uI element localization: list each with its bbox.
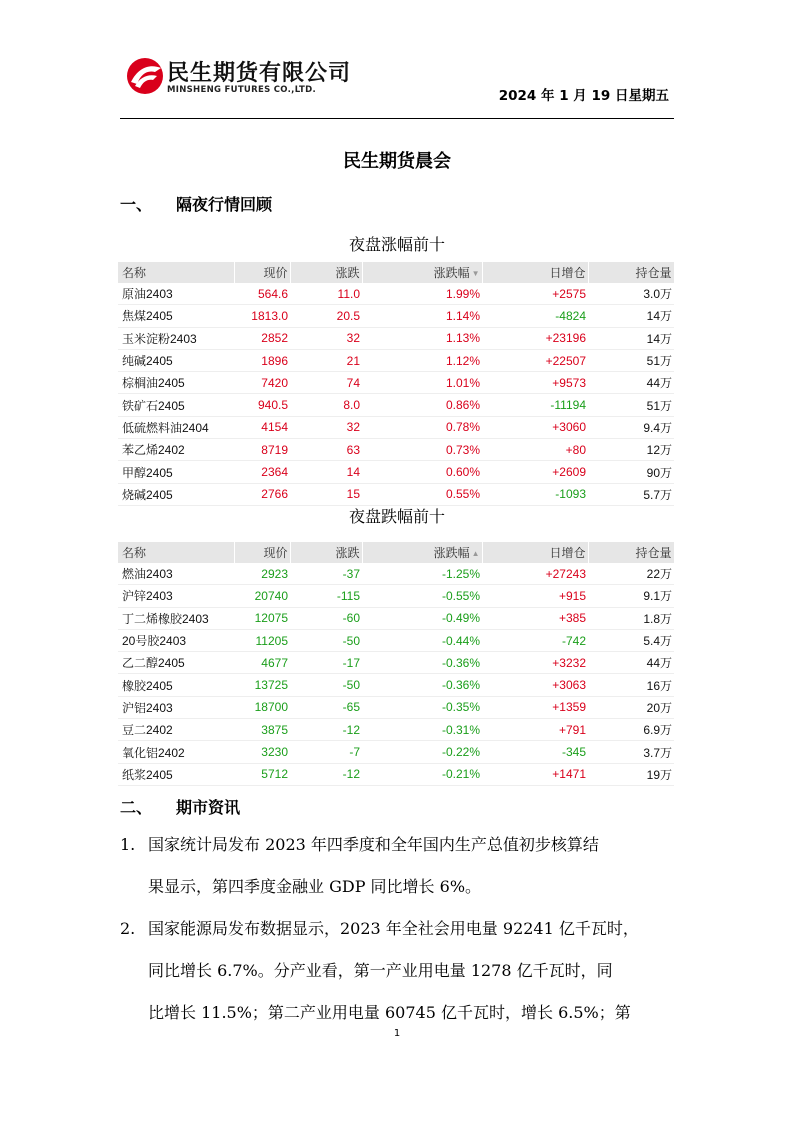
company-name-cn: 民生期货有限公司 — [167, 61, 352, 86]
table-cell: 0.86% — [362, 394, 482, 416]
table-cell: 1.13% — [362, 327, 482, 349]
page-number: 1 — [393, 1028, 401, 1039]
table-cell: +385 — [482, 607, 588, 629]
table-cell: 5712 — [234, 763, 290, 785]
column-header-label: 日增仓 — [549, 266, 586, 280]
column-header[interactable] — [482, 542, 588, 563]
table-cell: 沪锌2403 — [118, 585, 234, 607]
table-row[interactable] — [118, 585, 674, 607]
table-row[interactable] — [118, 439, 674, 461]
table-cell: 21 — [290, 349, 362, 371]
table-cell: 20740 — [234, 585, 290, 607]
company-logo — [125, 56, 365, 102]
table-row[interactable] — [118, 483, 674, 505]
table-row[interactable] — [118, 719, 674, 741]
table-row[interactable] — [118, 763, 674, 785]
table-cell: -0.36% — [362, 674, 482, 696]
table-cell: +1359 — [482, 696, 588, 718]
table-row[interactable] — [118, 563, 674, 585]
table-row[interactable] — [118, 416, 674, 438]
table-cell: 原油2403 — [118, 283, 234, 305]
table-cell: -7 — [290, 741, 362, 763]
table-cell: 7420 — [234, 372, 290, 394]
column-header[interactable] — [234, 262, 290, 283]
table-cell: 44万 — [588, 372, 674, 394]
gainers-table — [118, 262, 675, 506]
section-title: 隔夜行情回顾 — [176, 195, 273, 214]
table-title-gainers: 夜盘涨幅前十 — [348, 235, 445, 254]
table-cell: +9573 — [482, 372, 588, 394]
column-header-label: 名称 — [122, 546, 147, 560]
news-line: 国家能源局发布数据显示，2023 年全社会用电量 92241 亿千瓦时， — [148, 919, 639, 938]
table-cell: +23196 — [482, 327, 588, 349]
table-cell: 5.7万 — [588, 483, 674, 505]
table-cell: 甲醇2405 — [118, 461, 234, 483]
table-cell: 玉米淀粉2403 — [118, 327, 234, 349]
table-cell: 3.7万 — [588, 741, 674, 763]
table-cell: -17 — [290, 652, 362, 674]
column-header[interactable] — [234, 542, 290, 563]
table-cell: -0.35% — [362, 696, 482, 718]
table-cell: +791 — [482, 719, 588, 741]
table-cell: 1.01% — [362, 372, 482, 394]
news-item-1 — [120, 824, 674, 908]
column-header[interactable] — [118, 542, 234, 563]
table-cell: -11194 — [482, 394, 588, 416]
table-cell: 3230 — [234, 741, 290, 763]
table-cell: 9.4万 — [588, 416, 674, 438]
table-cell: 22万 — [588, 563, 674, 585]
table-cell: 940.5 — [234, 394, 290, 416]
table-cell: 1.12% — [362, 349, 482, 371]
table-cell: 14 — [290, 461, 362, 483]
table-cell: 纸浆2405 — [118, 763, 234, 785]
table-cell: -50 — [290, 674, 362, 696]
section-title: 期市资讯 — [176, 798, 241, 817]
table-cell: 2923 — [234, 563, 290, 585]
news-line: 同比增长 6.7%。分产业看，第一产业用电量 1278 亿千瓦时，同 — [148, 961, 613, 980]
table-cell: 8719 — [234, 439, 290, 461]
table-cell: +3063 — [482, 674, 588, 696]
table-cell: 铁矿石2405 — [118, 394, 234, 416]
column-header[interactable] — [290, 542, 362, 563]
table-cell: -37 — [290, 563, 362, 585]
table-cell: -12 — [290, 763, 362, 785]
sort-descending-icon[interactable]: ▼ — [471, 269, 480, 279]
table-row[interactable] — [118, 327, 674, 349]
section-heading-overnight — [120, 192, 272, 215]
table-row[interactable] — [118, 741, 674, 763]
table-row[interactable] — [118, 305, 674, 327]
column-header-label: 日增仓 — [549, 546, 586, 560]
header-divider — [120, 118, 674, 119]
table-cell: -0.36% — [362, 652, 482, 674]
table-cell: 烧碱2405 — [118, 483, 234, 505]
table-cell: 13725 — [234, 674, 290, 696]
column-header[interactable] — [362, 542, 482, 563]
table-cell: 豆二2402 — [118, 719, 234, 741]
section-number: 二、 — [120, 798, 153, 817]
column-header-label: 涨跌幅 — [433, 266, 470, 280]
table-row[interactable] — [118, 629, 674, 651]
table-cell: +22507 — [482, 349, 588, 371]
table-cell: 20万 — [588, 696, 674, 718]
table-cell: 2766 — [234, 483, 290, 505]
table-cell: 0.55% — [362, 483, 482, 505]
table-cell: -0.49% — [362, 607, 482, 629]
news-number: 1. — [120, 835, 136, 854]
table-cell: 3.0万 — [588, 283, 674, 305]
table-cell: 12075 — [234, 607, 290, 629]
table-cell: 16万 — [588, 674, 674, 696]
table-cell: 5.4万 — [588, 629, 674, 651]
table-cell: -742 — [482, 629, 588, 651]
column-header[interactable] — [588, 542, 674, 563]
table-cell: -50 — [290, 629, 362, 651]
table-cell: 51万 — [588, 349, 674, 371]
table-cell: 20.5 — [290, 305, 362, 327]
table-cell: 苯乙烯2402 — [118, 439, 234, 461]
table-row[interactable] — [118, 461, 674, 483]
column-header[interactable] — [362, 262, 482, 283]
table-cell: 8.0 — [290, 394, 362, 416]
table-cell: 90万 — [588, 461, 674, 483]
table-cell: 1.99% — [362, 283, 482, 305]
table-row[interactable] — [118, 696, 674, 718]
table-cell: 氧化铝2402 — [118, 741, 234, 763]
table-cell: 橡胶2405 — [118, 674, 234, 696]
table-cell: 32 — [290, 327, 362, 349]
column-header-label: 现价 — [263, 266, 288, 280]
table-cell: 44万 — [588, 652, 674, 674]
table-row[interactable] — [118, 349, 674, 371]
news-number: 2. — [120, 919, 136, 938]
table-row[interactable] — [118, 394, 674, 416]
table-cell: 2364 — [234, 461, 290, 483]
table-cell: 0.60% — [362, 461, 482, 483]
table-cell: 15 — [290, 483, 362, 505]
table-cell: 2852 — [234, 327, 290, 349]
table-cell: 3875 — [234, 719, 290, 741]
table-cell: +2575 — [482, 283, 588, 305]
table-cell: 564.6 — [234, 283, 290, 305]
table-cell: 焦煤2405 — [118, 305, 234, 327]
table-cell: -345 — [482, 741, 588, 763]
section-heading-news — [120, 795, 240, 818]
table-cell: 棕榈油2405 — [118, 372, 234, 394]
table-cell: 1.8万 — [588, 607, 674, 629]
table-row[interactable] — [118, 607, 674, 629]
table-cell: 燃油2403 — [118, 563, 234, 585]
news-item-2 — [120, 908, 674, 1034]
column-header-label: 名称 — [122, 266, 147, 280]
table-cell: 32 — [290, 416, 362, 438]
table-cell: 低硫燃料油2404 — [118, 416, 234, 438]
table-cell: +3232 — [482, 652, 588, 674]
table-cell: 14万 — [588, 305, 674, 327]
table-cell: 1.14% — [362, 305, 482, 327]
table-cell: 1813.0 — [234, 305, 290, 327]
table-cell: 1896 — [234, 349, 290, 371]
document-title: 民生期货晨会 — [343, 151, 451, 172]
table-header-row — [118, 542, 674, 563]
table-cell: 51万 — [588, 394, 674, 416]
table-cell: 19万 — [588, 763, 674, 785]
table-cell: 沪铝2403 — [118, 696, 234, 718]
column-header-label: 持仓量 — [635, 266, 672, 280]
table-row[interactable] — [118, 372, 674, 394]
table-cell: -1093 — [482, 483, 588, 505]
column-header[interactable] — [290, 262, 362, 283]
table-row[interactable] — [118, 652, 674, 674]
table-cell: 20号胶2403 — [118, 629, 234, 651]
table-cell: 74 — [290, 372, 362, 394]
table-cell: 12万 — [588, 439, 674, 461]
table-title-losers: 夜盘跌幅前十 — [348, 507, 445, 526]
news-line: 比增长 11.5%；第二产业用电量 60745 亿千瓦时，增长 6.5%；第 — [148, 1003, 631, 1022]
table-cell: -115 — [290, 585, 362, 607]
column-header-label: 涨跌幅 — [433, 546, 470, 560]
table-cell: 63 — [290, 439, 362, 461]
table-cell: -60 — [290, 607, 362, 629]
table-cell: 18700 — [234, 696, 290, 718]
report-date: 2024 年 1 月 19 日星期五 — [498, 88, 669, 104]
table-cell: -65 — [290, 696, 362, 718]
table-cell: +915 — [482, 585, 588, 607]
table-cell: +27243 — [482, 563, 588, 585]
column-header-label: 持仓量 — [635, 546, 672, 560]
column-header[interactable] — [482, 262, 588, 283]
table-cell: 丁二烯橡胶2403 — [118, 607, 234, 629]
table-cell: 14万 — [588, 327, 674, 349]
table-cell: -0.22% — [362, 741, 482, 763]
column-header[interactable] — [588, 262, 674, 283]
news-line: 果显示，第四季度金融业 GDP 同比增长 6%。 — [148, 877, 482, 896]
column-header-label: 涨跌 — [335, 266, 360, 280]
column-header-label: 涨跌 — [335, 546, 360, 560]
table-cell: -0.31% — [362, 719, 482, 741]
table-cell: 4677 — [234, 652, 290, 674]
table-cell: +1471 — [482, 763, 588, 785]
table-row[interactable] — [118, 674, 674, 696]
table-cell: 0.78% — [362, 416, 482, 438]
table-cell: -4824 — [482, 305, 588, 327]
table-header-row — [118, 262, 674, 283]
sort-ascending-icon[interactable]: ▲ — [471, 549, 480, 559]
table-cell: 纯碱2405 — [118, 349, 234, 371]
column-header[interactable] — [118, 262, 234, 283]
table-cell: +2609 — [482, 461, 588, 483]
table-cell: 6.9万 — [588, 719, 674, 741]
table-row[interactable] — [118, 283, 674, 305]
table-cell: -0.55% — [362, 585, 482, 607]
column-header-label: 现价 — [263, 546, 288, 560]
table-cell: -0.21% — [362, 763, 482, 785]
table-cell: +3060 — [482, 416, 588, 438]
table-cell: 11.0 — [290, 283, 362, 305]
table-cell: 0.73% — [362, 439, 482, 461]
news-line: 国家统计局发布 2023 年四季度和全年国内生产总值初步核算结 — [148, 835, 599, 854]
losers-table — [118, 542, 675, 786]
table-cell: 4154 — [234, 416, 290, 438]
section-number: 一、 — [120, 195, 153, 214]
company-name-en: MINSHENG FUTURES CO.,LTD. — [167, 85, 316, 95]
table-cell: 乙二醇2405 — [118, 652, 234, 674]
table-cell: -0.44% — [362, 629, 482, 651]
table-cell: 9.1万 — [588, 585, 674, 607]
table-cell: -1.25% — [362, 563, 482, 585]
table-cell: 11205 — [234, 629, 290, 651]
logo-mark-icon — [125, 56, 165, 96]
table-cell: +80 — [482, 439, 588, 461]
table-cell: -12 — [290, 719, 362, 741]
